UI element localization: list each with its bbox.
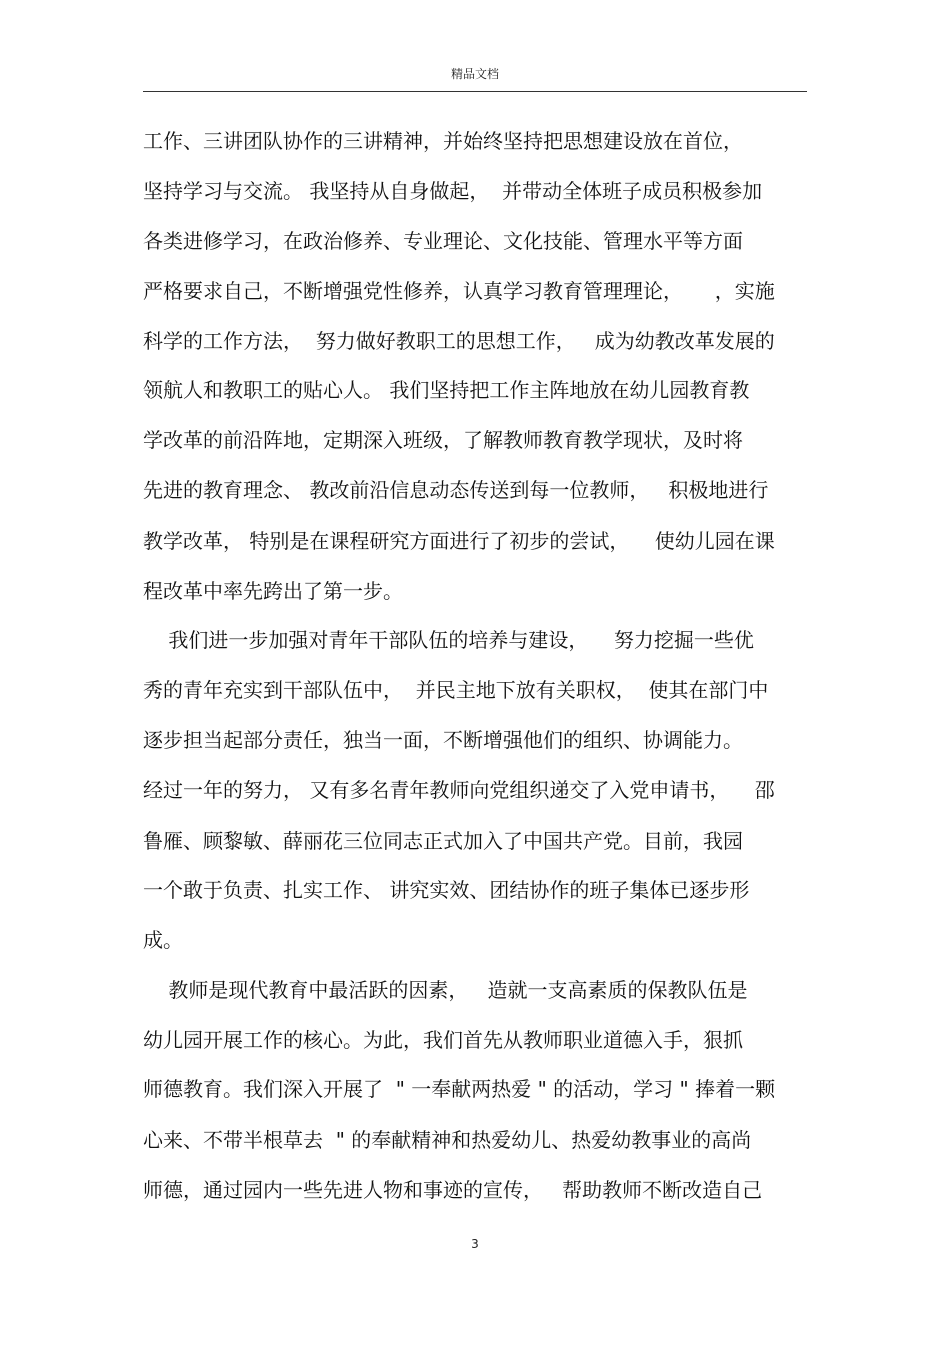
body-line: 严格要求自己，不断增强党性修养，认真学习教育管理理论， ，实施 (143, 279, 775, 303)
header-divider (143, 91, 807, 92)
body-line: 领航人和教职工的贴心人。 我们坚持把工作主阵地放在幼儿园教育教 (143, 378, 750, 402)
body-line: 鲁雁、顾黎敏、薛丽花三位同志正式加入了中国共产党。目前，我园 (143, 829, 743, 853)
body-line: 师德教育。我们深入开展了 " 一奉献两热爱 " 的活动，学习 " 捧着一颗 (143, 1077, 776, 1101)
body-line: 先进的教育理念、 教改前沿信息动态传送到每一位教师， 积极地进行 (143, 478, 769, 502)
body-line: 秀的青年充实到干部队伍中， 并民主地下放有关职权， 使其在部门中 (143, 678, 769, 702)
body-line: 各类进修学习，在政治修养、专业理论、文化技能、管理水平等方面 (143, 229, 743, 253)
body-line: 学改革的前沿阵地，定期深入班级，了解教师教育教学现状，及时将 (143, 428, 743, 452)
body-line: 教师是现代教育中最活跃的因素， 造就一支高素质的保教队伍是 (143, 978, 748, 1002)
body-line: 成。 (143, 928, 183, 952)
body-line: 逐步担当起部分责任，独当一面，不断增强他们的组织、协调能力。 (143, 728, 743, 752)
body-line: 师德，通过园内一些先进人物和事迹的宣传， 帮助教师不断改造自己 (143, 1178, 763, 1202)
body-line: 心来、不带半根草去 " 的奉献精神和热爱幼儿、热爱幼教事业的高尚 (143, 1128, 752, 1152)
page-number: 3 (471, 1237, 479, 1251)
body-line: 一个敢于负责、扎实工作、 讲究实效、团结协作的班子集体已逐步形 (143, 878, 750, 902)
body-line: 经过一年的努力， 又有多名青年教师向党组织递交了入党申请书， 邵 (143, 778, 775, 802)
body-line: 幼儿园开展工作的核心。为此，我们首先从教师职业道德入手，狠抓 (143, 1028, 743, 1052)
body-line: 科学的工作方法， 努力做好教职工的思想工作， 成为幼教改革发展的 (143, 329, 775, 353)
page-header-title: 精品文档 (450, 67, 499, 81)
body-line: 坚持学习与交流。 我坚持从自身做起， 并带动全体班子成员积极参加 (143, 179, 763, 203)
body-line: 教学改革， 特别是在课程研究方面进行了初步的尝试， 使幼儿园在课 (143, 529, 775, 553)
body-line: 我们进一步加强对青年干部队伍的培养与建设， 努力挖掘一些优 (143, 628, 754, 652)
body-line: 程改革中率先跨出了第一步。 (143, 579, 403, 603)
body-line: 工作、三讲团队协作的三讲精神，并始终坚持把思想建设放在首位， (143, 129, 743, 153)
